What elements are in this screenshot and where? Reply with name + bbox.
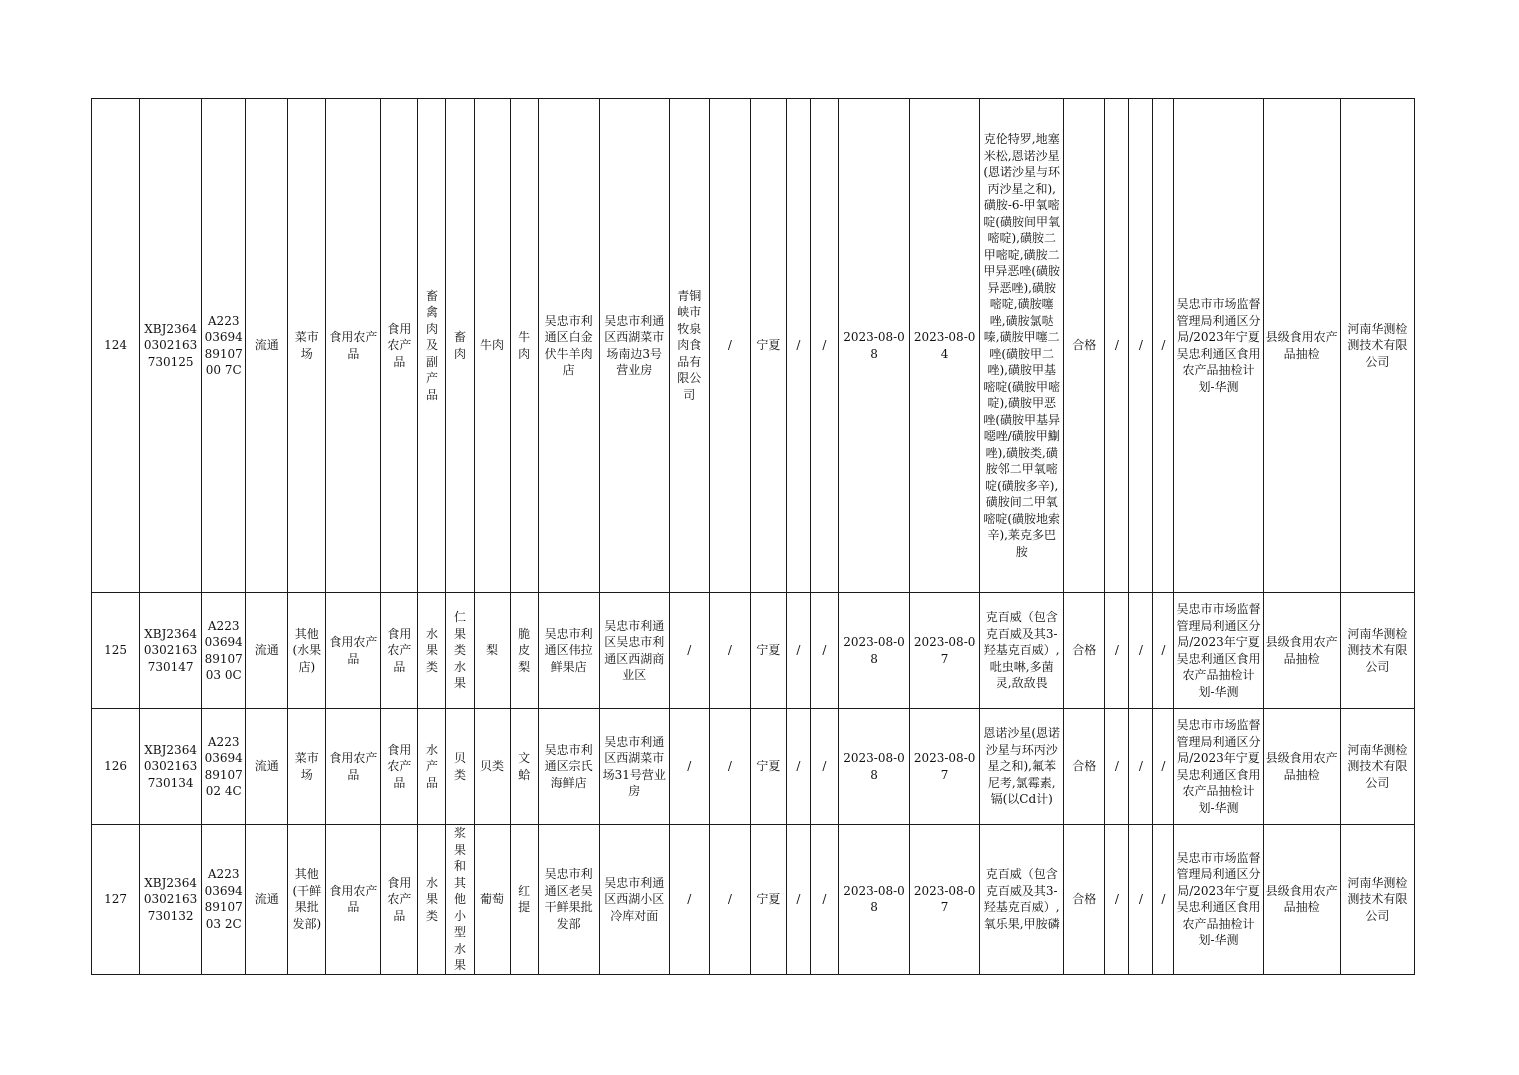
province-cell: 宁夏 — [750, 825, 786, 975]
province-cell: 宁夏 — [750, 99, 786, 593]
blank-cell-1: / — [1105, 593, 1129, 709]
inspector-cell: 河南华测检测技术有限公司 — [1340, 709, 1414, 825]
trademark-cell: / — [810, 99, 838, 593]
table-row — [92, 593, 1415, 709]
table-row — [92, 825, 1415, 975]
category-1-cell: 食用农产品 — [326, 99, 381, 593]
category-3-cell: 畜禽肉及副产品 — [418, 99, 446, 593]
sample-name-cell: 红提 — [510, 825, 538, 975]
spec-cell: / — [786, 709, 810, 825]
category-4-cell: 贝类 — [446, 709, 474, 825]
test-items-cell: 克百威（包含克百威及其3-羟基克百威）,氧乐果,甲胺磷 — [980, 825, 1064, 975]
plan-cell: 吴忠市市场监督管理局利通区分局/2023年宁夏吴忠利通区食用农产品抽检计划-华测 — [1174, 709, 1263, 825]
seq-cell: 124 — [92, 99, 140, 593]
province-cell: 宁夏 — [750, 709, 786, 825]
production-date-cell: 2023-08-07 — [910, 593, 980, 709]
blank-cell-3: / — [1153, 709, 1174, 825]
plan-cell: 吴忠市市场监督管理局利通区分局/2023年宁夏吴忠利通区食用农产品抽检计划-华测 — [1174, 593, 1263, 709]
spec-cell: / — [786, 99, 810, 593]
category-4-cell: 浆果和其他小型水果 — [446, 825, 474, 975]
blank-cell-2: / — [1129, 99, 1153, 593]
category-3-cell: 水果类 — [418, 593, 446, 709]
link-cell: 流通 — [246, 593, 288, 709]
category-1-cell: 食用农产品 — [326, 825, 381, 975]
inspector-cell: 河南华测检测技术有限公司 — [1340, 99, 1414, 593]
sampled-unit-cell: 吴忠市利通区宗氏海鲜店 — [538, 709, 599, 825]
trademark-cell: / — [810, 593, 838, 709]
category-2-cell: 食用农产品 — [381, 593, 418, 709]
site-cell: 菜市场 — [288, 99, 326, 593]
report-no-cell: XBJ23640302163730132 — [140, 825, 202, 975]
sampling-date-cell: 2023-08-08 — [838, 99, 909, 593]
producer-cell: / — [669, 825, 709, 975]
sample-no-cell: A223036948910702 4C — [202, 709, 246, 825]
producer-address-cell: / — [709, 593, 750, 709]
category-2-cell: 食用农产品 — [381, 99, 418, 593]
blank-cell-2: / — [1129, 709, 1153, 825]
producer-cell: / — [669, 709, 709, 825]
result-cell: 合格 — [1064, 825, 1105, 975]
sample-name-cell: 文蛤 — [510, 709, 538, 825]
trademark-cell: / — [810, 825, 838, 975]
plan-cell: 吴忠市市场监督管理局利通区分局/2023年宁夏吴忠利通区食用农产品抽检计划-华测 — [1174, 825, 1263, 975]
category-5-cell: 葡萄 — [474, 825, 510, 975]
category-5-cell: 牛肉 — [474, 99, 510, 593]
task-type-cell: 县级食用农产品抽检 — [1263, 593, 1340, 709]
report-no-cell: XBJ23640302163730125 — [140, 99, 202, 593]
category-3-cell: 水产品 — [418, 709, 446, 825]
blank-cell-3: / — [1153, 825, 1174, 975]
sampled-unit-cell: 吴忠市利通区伟拉鲜果店 — [538, 593, 599, 709]
report-no-cell: XBJ23640302163730147 — [140, 593, 202, 709]
production-date-cell: 2023-08-04 — [910, 99, 980, 593]
link-cell: 流通 — [246, 99, 288, 593]
sampling-date-cell: 2023-08-08 — [838, 709, 909, 825]
task-type-cell: 县级食用农产品抽检 — [1263, 709, 1340, 825]
sampled-address-cell: 吴忠市利通区西湖菜市场南边3号营业房 — [599, 99, 669, 593]
test-items-cell: 克百威（包含克百威及其3-羟基克百威）,吡虫啉,多菌灵,敌敌畏 — [980, 593, 1064, 709]
production-date-cell: 2023-08-07 — [910, 709, 980, 825]
category-3-cell: 水果类 — [418, 825, 446, 975]
category-1-cell: 食用农产品 — [326, 709, 381, 825]
category-5-cell: 贝类 — [474, 709, 510, 825]
blank-cell-1: / — [1105, 825, 1129, 975]
table-row — [92, 99, 1415, 593]
producer-address-cell: / — [709, 99, 750, 593]
seq-cell: 127 — [92, 825, 140, 975]
table-row — [92, 709, 1415, 825]
producer-cell: / — [669, 593, 709, 709]
sample-name-cell: 牛肉 — [510, 99, 538, 593]
inspector-cell: 河南华测检测技术有限公司 — [1340, 825, 1414, 975]
seq-cell: 125 — [92, 593, 140, 709]
sample-no-cell: A223036948910703 0C — [202, 593, 246, 709]
link-cell: 流通 — [246, 825, 288, 975]
task-type-cell: 县级食用农产品抽检 — [1263, 99, 1340, 593]
sampled-unit-cell: 吴忠市利通区白金伏牛羊肉店 — [538, 99, 599, 593]
link-cell: 流通 — [246, 709, 288, 825]
blank-cell-1: / — [1105, 99, 1129, 593]
blank-cell-1: / — [1105, 709, 1129, 825]
sampling-date-cell: 2023-08-08 — [838, 593, 909, 709]
category-4-cell: 仁果类水果 — [446, 593, 474, 709]
producer-address-cell: / — [709, 709, 750, 825]
blank-cell-2: / — [1129, 593, 1153, 709]
spec-cell: / — [786, 593, 810, 709]
seq-cell: 126 — [92, 709, 140, 825]
blank-cell-3: / — [1153, 99, 1174, 593]
producer-address-cell: / — [709, 825, 750, 975]
blank-cell-2: / — [1129, 825, 1153, 975]
task-type-cell: 县级食用农产品抽检 — [1263, 825, 1340, 975]
site-cell: 其他(干鲜果批发部) — [288, 825, 326, 975]
category-2-cell: 食用农产品 — [381, 825, 418, 975]
test-items-cell: 恩诺沙星(恩诺沙星与环丙沙星之和),氟苯尼考,氯霉素,镉(以Cd计) — [980, 709, 1064, 825]
sampling-date-cell: 2023-08-08 — [838, 825, 909, 975]
producer-cell: 青铜峡市牧泉肉食品有限公司 — [669, 99, 709, 593]
spec-cell: / — [786, 825, 810, 975]
category-5-cell: 梨 — [474, 593, 510, 709]
sample-no-cell: A223036948910700 7C — [202, 99, 246, 593]
result-cell: 合格 — [1064, 593, 1105, 709]
sampled-address-cell: 吴忠市利通区西湖小区冷库对面 — [599, 825, 669, 975]
site-cell: 其他(水果店) — [288, 593, 326, 709]
plan-cell: 吴忠市市场监督管理局利通区分局/2023年宁夏吴忠利通区食用农产品抽检计划-华测 — [1174, 99, 1263, 593]
sampled-unit-cell: 吴忠市利通区老吴干鲜果批发部 — [538, 825, 599, 975]
sampled-address-cell: 吴忠市利通区吴忠市利通区西湖商业区 — [599, 593, 669, 709]
trademark-cell: / — [810, 709, 838, 825]
inspection-table — [91, 98, 1415, 975]
category-1-cell: 食用农产品 — [326, 593, 381, 709]
sample-no-cell: A223036948910703 2C — [202, 825, 246, 975]
result-cell: 合格 — [1064, 99, 1105, 593]
sampled-address-cell: 吴忠市利通区西湖菜市场31号营业房 — [599, 709, 669, 825]
blank-cell-3: / — [1153, 593, 1174, 709]
province-cell: 宁夏 — [750, 593, 786, 709]
result-cell: 合格 — [1064, 709, 1105, 825]
site-cell: 菜市场 — [288, 709, 326, 825]
sample-name-cell: 脆皮梨 — [510, 593, 538, 709]
inspector-cell: 河南华测检测技术有限公司 — [1340, 593, 1414, 709]
report-no-cell: XBJ23640302163730134 — [140, 709, 202, 825]
production-date-cell: 2023-08-07 — [910, 825, 980, 975]
category-2-cell: 食用农产品 — [381, 709, 418, 825]
test-items-cell: 克伦特罗,地塞米松,恩诺沙星(恩诺沙星与环丙沙星之和),磺胺-6-甲氧嘧啶(磺胺间甲氧嘧啶),磺胺二甲嘧啶,磺胺二甲异恶唑(磺胺异恶唑),磺胺嘧啶,磺胺噻唑,磺胺氯哒嗪,磺胺甲噻二唑(磺胺甲二唑),磺胺甲基嘧啶(磺胺甲嘧啶),磺胺甲恶唑(磺胺甲基异噁唑/磺胺甲鯯唑),磺胺类,磺胺邻二甲氧嘧啶(磺胺多辛),磺胺间二甲氧嘧啶(磺胺地索辛),莱克多巴胺 — [980, 99, 1064, 593]
category-4-cell: 畜肉 — [446, 99, 474, 593]
